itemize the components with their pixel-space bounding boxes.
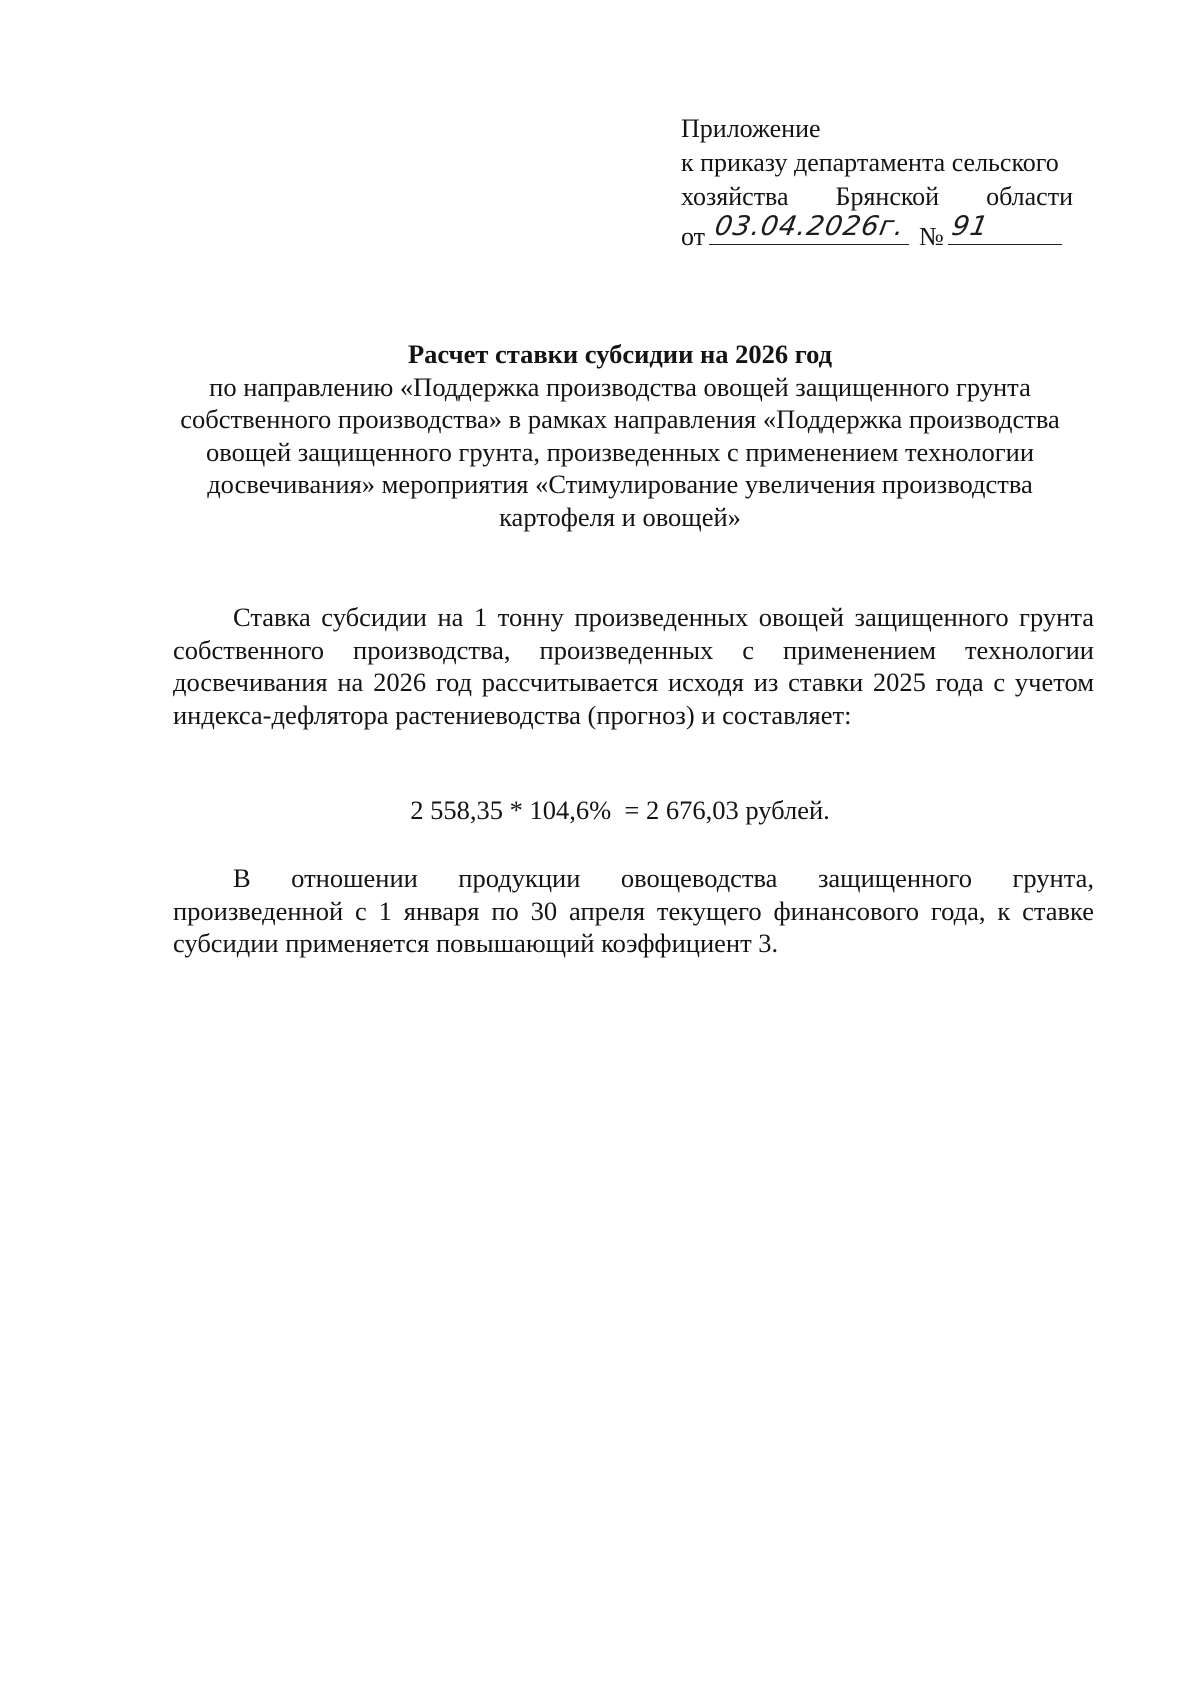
number-label: № <box>919 222 944 251</box>
document-title: Расчет ставки субсидии на 2026 год <box>407 339 833 369</box>
date-field <box>709 211 909 245</box>
document-subtitle: по направлению «Поддержка производства овощей защищенного грунта собственного производства» в рамках направления «Поддержка производства овощей защищенного грунта, произведенных с применением технологии досвечивания» мероприятия «Стимулирование увеличения производства картофеля и овощей» <box>180 371 1060 532</box>
body-paragraph-rate: Ставка субсидии на 1 тонну произведенных овощей защищенного грунта собственного производства, произведенных с применением технологии досвечивания на 2026 год рассчитывается исходя из ставки 2025 года с учетом индекса-дефлятора растениеводства (прогноз) и составляет: <box>173 602 1094 730</box>
appendix-word-3: области <box>986 182 1073 211</box>
appendix-word-1: хозяйства <box>681 182 789 211</box>
handwritten-number: 91 <box>949 211 992 242</box>
body-paragraph-coefficient: В отношении продукции овощеводства защищенного грунта, произведенной с 1 января по 30 апреля текущего финансового года, к ставке субсидии применяется повышающий коэффициент 3. <box>173 863 1094 958</box>
handwritten-date: 03.04.2026г. <box>712 211 908 242</box>
from-label: от <box>681 222 706 251</box>
appendix-header <box>681 112 1101 254</box>
appendix-title: Приложение <box>681 114 821 143</box>
appendix-order-line: к приказу департамента сельского <box>681 148 1059 177</box>
appendix-word-2: Брянской <box>835 182 940 211</box>
number-field <box>948 211 1062 245</box>
appendix-department-line <box>681 180 1073 214</box>
appendix-date-number-row <box>681 211 1101 254</box>
document-title-block <box>150 338 1090 533</box>
calculation-formula: 2 558,35 * 104,6% = 2 676,03 рублей. <box>410 795 830 825</box>
